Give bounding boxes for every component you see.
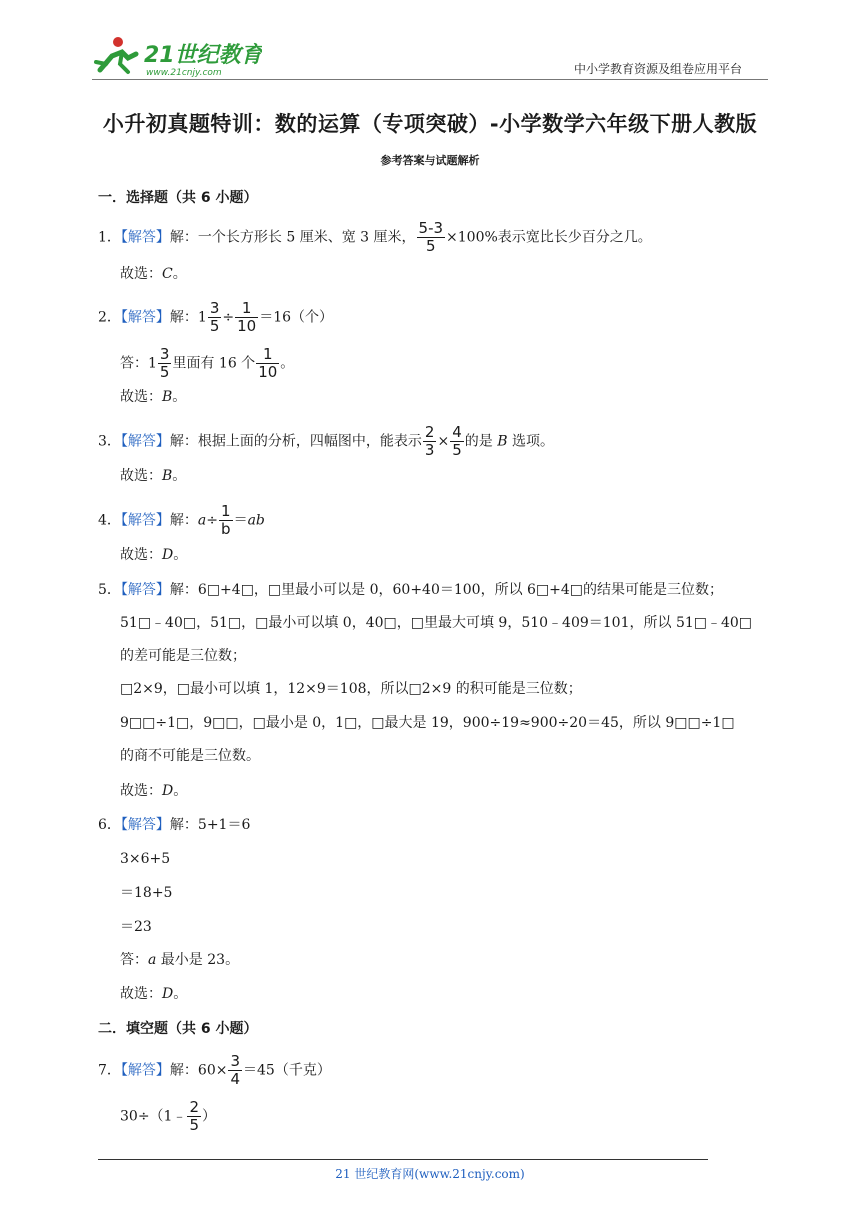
logo-url: www.21cnjy.com <box>146 68 222 78</box>
q2-statement-line: 答：1 $\frac{3}{5}$ 里面有 16 个 $\frac{1}{10}$ 。 <box>120 345 295 381</box>
header-divider <box>92 79 768 80</box>
q5-line-5: 9□□÷1□，9□□，□最小是 0，1□，□最大是 19，900÷19≈900÷20＝45，所以 9□□÷1□ <box>120 715 735 731</box>
q5-line-1: 5．【解答】解：6□+4□，□里最小可以是 0，60+40＝100，所以 6□+4□的结果可能是三位数； <box>98 582 724 598</box>
logo-text: 21世纪教育 <box>144 43 262 68</box>
q3-answer-line: 3．【解答】解：根据上面的分析，四幅图中，能表示 $\frac{2}{3}$ × $\frac{4}{5}$ 的是 B 选项。 <box>98 423 554 459</box>
q5-line-6: 的商不可能是三位数。 <box>120 748 260 764</box>
site-logo <box>92 34 262 78</box>
q7-line-2: 30÷（1﹣ $\frac{2}{5}$ ） <box>120 1098 216 1134</box>
footer-link[interactable]: 21 世纪教育网(www.21cnjy.com) <box>335 1167 525 1181</box>
q6-line-2: 3×6+5 <box>120 851 171 867</box>
q2-answer-line: 2．【解答】解：1 $\frac{3}{5}$ ÷ $\frac{1}{10}$ ＝16（个） <box>98 299 334 335</box>
q1-answer-line: 1．【解答】解：一个长方形长 5 厘米、宽 3 厘米， $\frac{5-3}{5}$ ×100%表示宽比长少百分之几。 <box>98 219 652 255</box>
platform-name: 中小学教育资源及组卷应用平台 <box>574 62 743 76</box>
q6-choice-line: 故选：D。 <box>120 986 188 1002</box>
q4-choice-line: 故选：D。 <box>120 547 188 563</box>
q4-answer-line: 4．【解答】解：a÷ $\frac{1}{b}$ ＝ab <box>98 502 265 538</box>
q7-answer-line: 7．【解答】解：60× $\frac{3}{4}$ ＝45（千克） <box>98 1052 331 1088</box>
fraction: $\frac{5-3}{5}$ <box>418 219 444 255</box>
q5-line-2: 51□﹣40□，51□，□最小可以填 0，40□，□里最大可填 9，510﹣409＝101，所以 51□﹣40□ <box>120 615 753 631</box>
runner-icon <box>96 37 136 72</box>
q6-line-4: ＝23 <box>120 919 152 935</box>
q3-choice-line: 故选：B。 <box>120 468 187 484</box>
q6-line-3: ＝18+5 <box>120 885 173 901</box>
q5-line-3: 的差可能是三位数； <box>120 648 246 664</box>
q5-choice-line: 故选：D。 <box>120 783 188 799</box>
document-subtitle: 参考答案与试题解析 <box>380 154 480 167</box>
footer-divider <box>98 1159 708 1160</box>
document-title: 小升初真题特训：数的运算（专项突破）-小学数学六年级下册人教版 <box>102 112 758 136</box>
q1-choice-line: 故选：C。 <box>120 266 187 282</box>
q5-line-4: □2×9，□最小可以填 1，12×9＝108，所以□2×9 的积可能是三位数； <box>120 681 582 697</box>
q6-line-1: 6．【解答】解：5+1＝6 <box>98 817 251 833</box>
section-heading-fill: 二．填空题（共 6 小题） <box>98 1021 258 1037</box>
q2-choice-line: 故选：B。 <box>120 389 187 405</box>
section-heading-choice: 一．选择题（共 6 小题） <box>98 190 258 206</box>
q6-statement-line: 答：a 最小是 23。 <box>120 952 240 968</box>
